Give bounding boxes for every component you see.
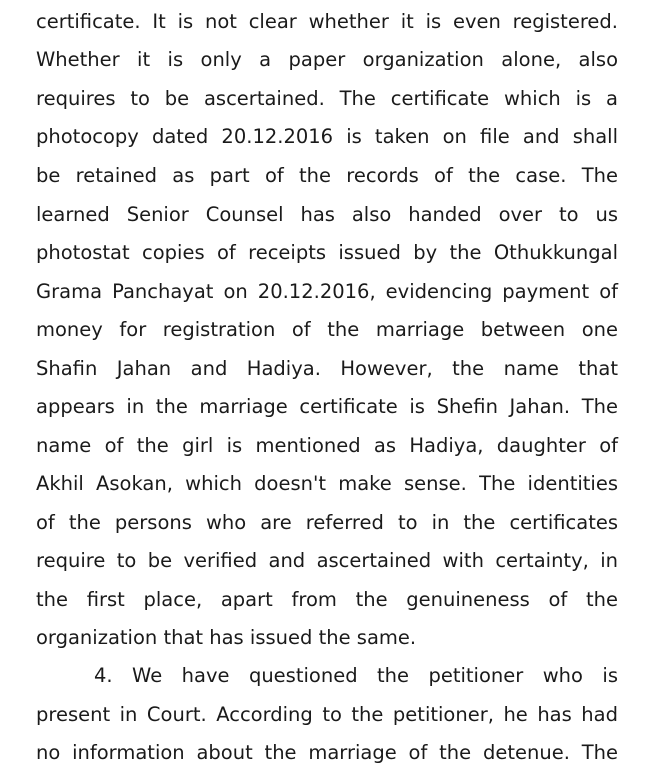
text-line: be retained as part of the records of the case. The xyxy=(36,164,618,187)
text-line: certificate. It is not clear whether it is even registered. xyxy=(36,10,618,33)
text-line: photocopy dated 20.12.2016 is taken on file and shall xyxy=(36,125,618,148)
text-line: organization that has issued the same. xyxy=(36,626,417,649)
text-line: money for registration of the marriage between one xyxy=(36,318,618,341)
text-line: name of the girl is mentioned as Hadiya, daughter of xyxy=(36,434,618,457)
text-line: appears in the marriage certificate is Shefin Jahan. The xyxy=(36,395,618,418)
text-line: Shafin Jahan and Hadiya. However, the name that xyxy=(36,357,618,380)
text-line: the first place, apart from the genuineness of the xyxy=(36,588,618,611)
text-line: learned Senior Counsel has also handed over to us xyxy=(36,203,618,226)
text-line: of the persons who are referred to in the certificates xyxy=(36,511,618,534)
text-line: Whether it is only a paper organization alone, also xyxy=(36,48,618,71)
text-line: Grama Panchayat on 20.12.2016, evidencing payment of xyxy=(36,280,618,303)
text-line: photostat copies of receipts issued by the Othukkungal xyxy=(36,241,618,264)
text-line: require to be verified and ascertained with certainty, in xyxy=(36,549,618,572)
paragraph-4-first-line: 4. We have questioned the petitioner who is xyxy=(94,664,618,687)
text-line: no information about the marriage of the detenue. The xyxy=(36,741,618,764)
text-line: present in Court. According to the petitioner, he has had xyxy=(36,703,618,726)
text-line: Akhil Asokan, which doesn't make sense. The identities xyxy=(36,472,618,495)
text-line: requires to be ascertained. The certificate which is a xyxy=(36,87,618,110)
